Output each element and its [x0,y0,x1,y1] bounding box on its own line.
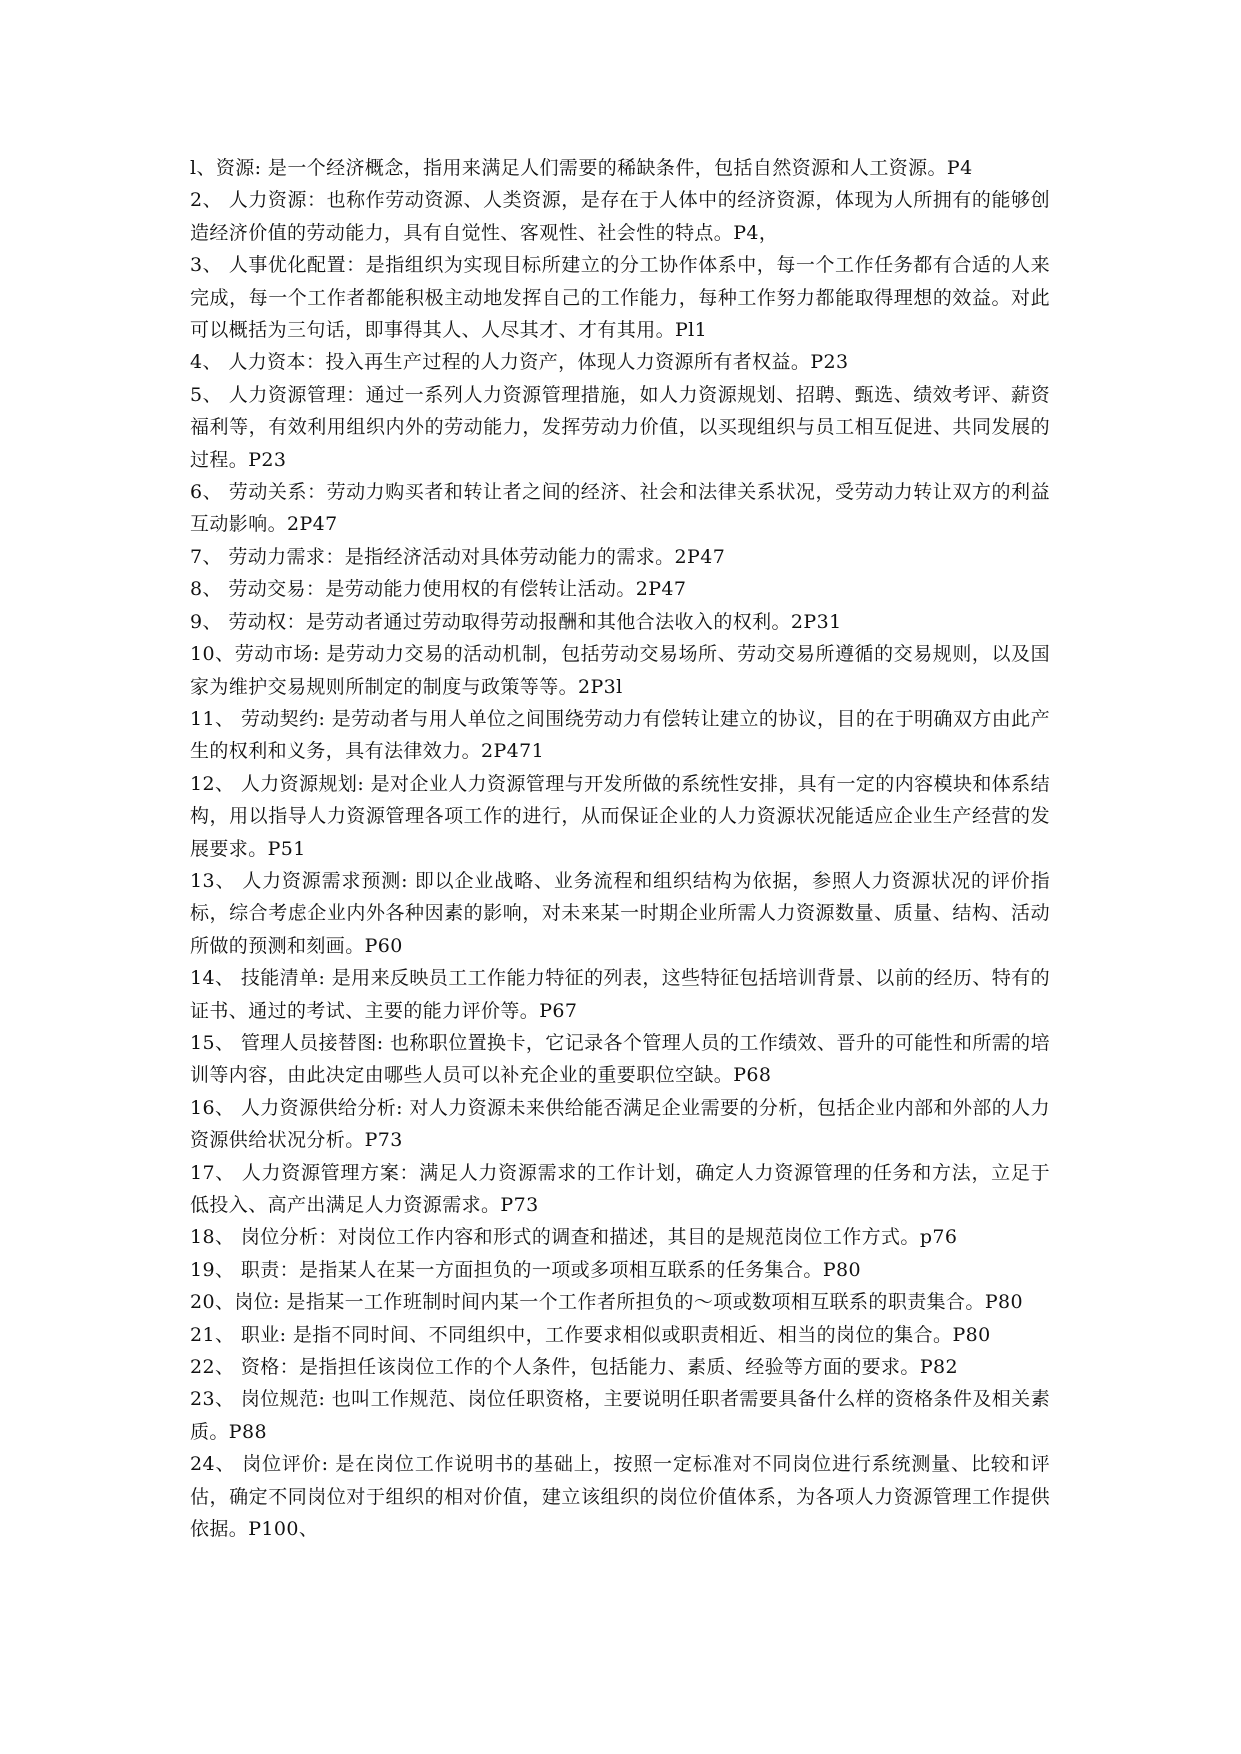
glossary-entry: 4、 人力资本：投入再生产过程的人力资产，体现人力资源所有者权益。P23 [190,351,849,374]
glossary-entry: 24、 岗位评价: 是在岗位工作说明书的基础上，按照一定标准对不同岗位进行系统测量、比较和评估，确定不同岗位对于组织的相对价值，建立该组织的岗位价值体系，为各项人力资源管理工作提供依据。P100、 [190,1453,1050,1541]
glossary-entry: 5、 人力资源管理：通过一系列人力资源管理措施，如人力资源规划、招聘、甄选、绩效考评、薪资福利等，有效利用组织内外的劳动能力，发挥劳动力价值，以买现组织与员工相互促进、共同发展的过程。P23 [190,383,1050,471]
glossary-entry: 20、岗位: 是指某一工作班制时间内某一个工作者所担负的～项或数项相互联系的职责集合。P80 [190,1291,1023,1314]
glossary-entry: 14、 技能清单: 是用来反映员工工作能力特征的列表，这些特征包括培训背景、以前的经历、特有的证书、通过的考试、主要的能力评价等。P67 [190,967,1050,1022]
glossary-entry: 22、 资格：是指担任该岗位工作的个人条件，包括能力、素质、经验等方面的要求。P82 [190,1356,958,1379]
glossary-entry: 12、 人力资源规划: 是对企业人力资源管理与开发所做的系统性安排，具有一定的内容模块和体系结构，用以指导人力资源管理各项工作的进行，从而保证企业的人力资源状况能适应企业生产经营的发展要求。P51 [190,772,1050,860]
glossary-entry: 15、 管理人员接替图: 也称职位置换卡，它记录各个管理人员的工作绩效、晋升的可能性和所需的培训等内容，由此决定由哪些人员可以补充企业的重要职位空缺。P68 [190,1031,1050,1087]
glossary-entry: 21、 职业: 是指不同时间、不同组织中，工作要求相似或职责相近、相当的岗位的集合。P80 [190,1323,991,1346]
glossary-entry: 9、 劳动权：是劳动者通过劳动取得劳动报酬和其他合法收入的权利。2P31 [190,610,842,633]
glossary-entry: 16、 人力资源供给分析: 对人力资源未来供给能否满足企业需要的分析，包括企业内部和外部的人力资源供给状况分析。P73 [190,1096,1050,1152]
glossary-entry: l、资源: 是一个经济概念，指用来满足人们需要的稀缺条件，包括自然资源和人工资源。P4 [190,157,973,179]
glossary-entry: 23、 岗位规范: 也叫工作规范、岗位任职资格，主要说明任职者需要具备什么样的资格条件及相关素质。P88 [190,1388,1050,1443]
glossary-entry: 8、 劳动交易：是劳动能力使用权的有偿转让活动。2P47 [190,578,687,601]
glossary-entry: 19、 职责：是指某人在某一方面担负的一项或多项相互联系的任务集合。P80 [190,1258,861,1281]
glossary-entry: 3、 人事优化配置：是指组织为实现目标所建立的分工协作体系中，每一个工作任务都有合适的人来完成，每一个工作者都能积极主动地发挥自己的工作能力，每种工作努力都能取得理想的效益。对此可以概括为三句话，即事得其人、人尽其才、才有其用。Pl1 [190,254,1050,342]
glossary-entry: 7、 劳动力需求：是指经济活动对具体劳动能力的需求。2P47 [190,545,726,568]
glossary-entry: 13、 人力资源需求预测: 即以企业战略、业务流程和组织结构为依据，参照人力资源状况的评价指标，综合考虑企业内外各种因素的影响，对未来某一时期企业所需人力资源数量、质量、结构、活动所做的预测和刻画。P60 [190,869,1050,957]
glossary-entry: 2、 人力资源：也称作劳动资源、人类资源，是存在于人体中的经济资源，体现为人所拥有的能够创造经济价值的劳动能力，具有自觉性、客观性、社会性的特点。P4， [190,189,1050,244]
glossary-entry: 11、 劳动契约: 是劳动者与用人单位之间围绕劳动力有偿转让建立的协议，目的在于明确双方由此产生的权利和义务，具有法律效力。2P471 [190,707,1050,763]
glossary-entry: 18、 岗位分析：对岗位工作内容和形式的调查和描述，其目的是规范岗位工作方式。p76 [190,1226,958,1249]
glossary-entry: 10、劳动市场: 是劳动力交易的活动机制，包括劳动交易场所、劳动交易所遵循的交易规则，以及国家为维护交易规则所制定的制度与政策等等。2P3l [190,643,1050,698]
glossary-entry: 17、 人力资源管理方案：满足人力资源需求的工作计划，确定人力资源管理的任务和方法，立足于低投入、高产出满足人力资源需求。P73 [190,1161,1050,1216]
glossary-list [190,152,1050,1545]
glossary-entry: 6、 劳动关系：劳动力购买者和转让者之间的经济、社会和法律关系状况，受劳动力转让双方的利益互动影响。2P47 [190,481,1050,536]
